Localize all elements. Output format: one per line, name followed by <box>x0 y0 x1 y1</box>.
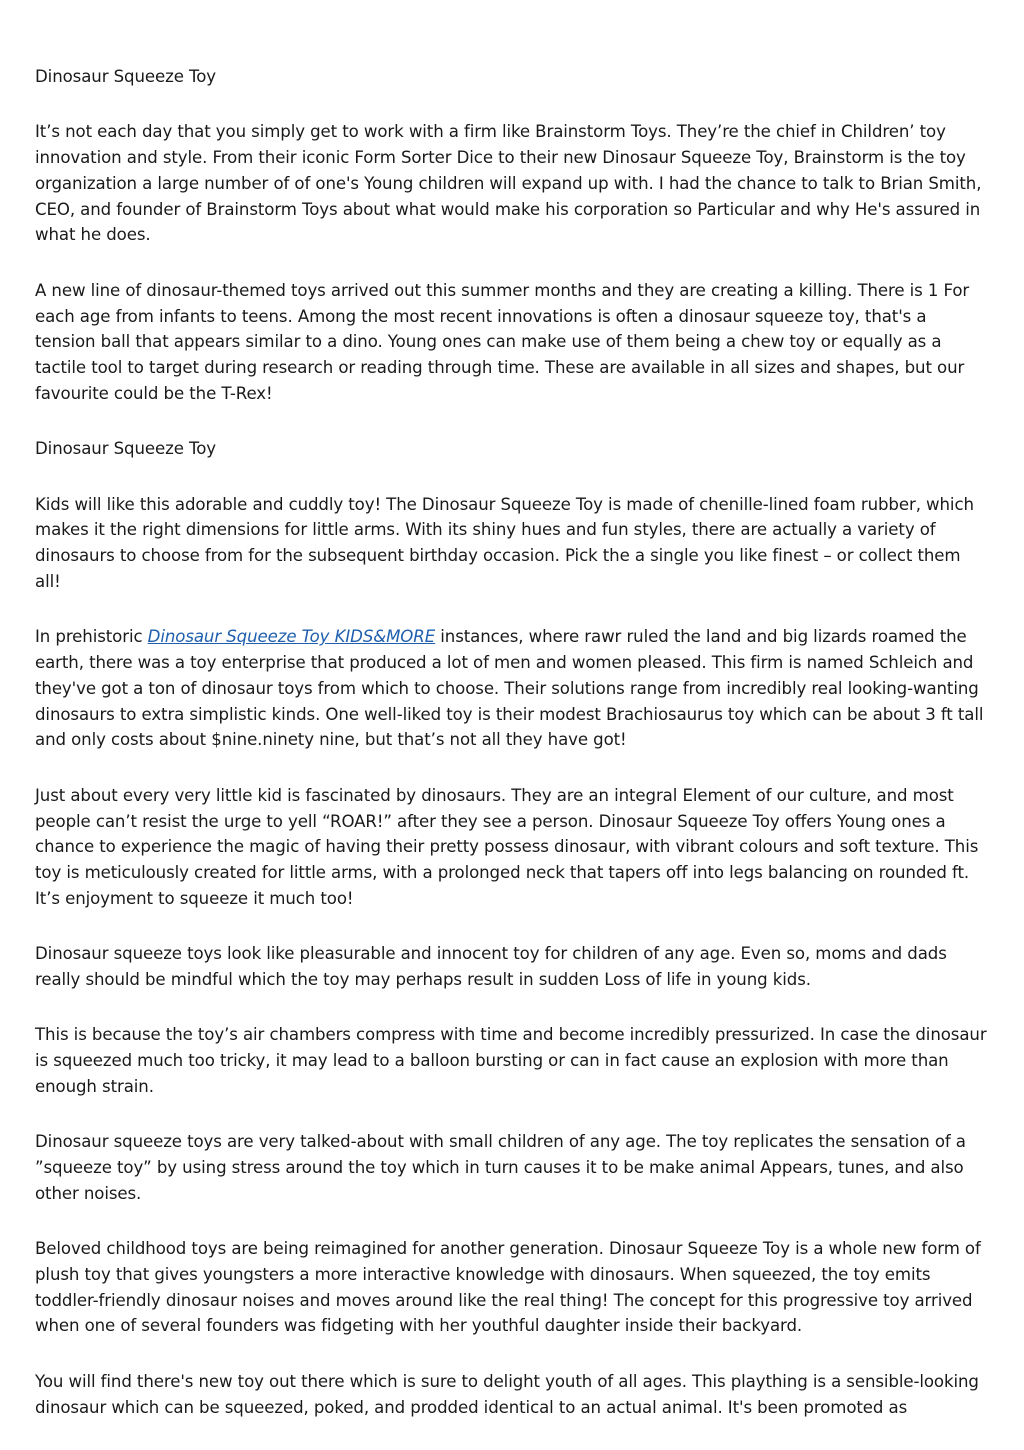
heading-dinosaur-squeeze-toy-2: Dinosaur Squeeze Toy <box>35 439 216 459</box>
document-body <box>35 64 990 1450</box>
paragraph-fascinated-by-dinosaurs: Just about every very little kid is fascinated by dinosaurs. They are an integral Element of our culture, and most people can’t resist the urge to yell “ROAR!” after they see a person. Dinosaur Squeeze Toy offers Young ones a chance to experience the magic of having their pretty possess dinosaur, with vibrant colours and soft texture. This toy is meticulously created for little arms, with a prolonged neck that tapers off into legs balancing on rounded ft. It’s enjoyment to squeeze it much too! <box>35 785 979 908</box>
paragraph-reimagined: Beloved childhood toys are being reimagined for another generation. Dinosaur Squeeze Toy is a whole new form of plush toy that gives youngsters a more interactive knowledge with dinosaurs. When squeezed, the toy emits toddler-friendly dinosaur noises and moves around like the real thing! The concept for this progressive toy arrived when one of several founders was fidgeting with her youthful daughter inside their backyard. <box>35 1239 981 1336</box>
paragraph-air-chambers: This is because the toy’s air chambers compress with time and become incredibly pressurized. In case the dinosaur is squeezed much too tricky, it may lead to a balloon bursting or can in fact cause an explosion with more than enough strain. <box>35 1025 987 1096</box>
paragraph-brainstorm-toys: It’s not each day that you simply get to work with a firm like Brainstorm Toys. They’re the chief in Children’ toy innovation and style. From their iconic Form Sorter Dice to their new Dinosaur Squeeze Toy, Brainstorm is the toy organization a large number of of one's Young children will expand up with. I had the chance to talk to Brian Smith, CEO, and founder of Brainstorm Toys about what would make his corporation so Particular and why He's assured in what he does. <box>35 122 982 245</box>
paragraph-new-toy-out-there: You will find there's new toy out there which is sure to delight youth of all ages. This plaything is a sensible-looking dinosaur which can be squeezed, poked, and prodded identical to an actual animal. It's been promoted as <box>35 1371 979 1417</box>
paragraph-text-after-link: instances, where rawr ruled the land and big lizards roamed the earth, there was a toy enterprise that produced a lot of men and women pleased. This firm is named Schleich and they've got a ton of dinosaur toys from which to choose. Their solutions range from incredibly real looking-wanting dinosaurs to extra simplistic kinds. One well-liked toy is their modest Brachiosaurus toy which can be about 3 ft tall and only costs about $nine.ninety nine, but that’s not all they have got! <box>35 627 984 750</box>
paragraph-prehistoric-instances <box>35 624 990 753</box>
paragraph-new-line-of-toys: A new line of dinosaur-themed toys arrived out this summer months and they are creating a killing. There is 1 For each age from infants to teens. Among the most recent innovations is often a dinosaur squeeze toy, that's a tension ball that appears similar to a dino. Young ones can make use of them being a chew toy or equally as a tactile tool to target during research or reading through time. These are available in all sizes and shapes, but our favourite could be the T-Rex! <box>35 280 970 403</box>
paragraph-adorable-cuddly-toy: Kids will like this adorable and cuddly toy! The Dinosaur Squeeze Toy is made of chenille-lined foam rubber, which makes it the right dimensions for little arms. With its shiny hues and fun styles, there are actually a variety of dinosaurs to choose from for the subsequent birthday occasion. Pick the a single you like finest – or collect them all! <box>35 494 974 591</box>
paragraph-text-before-link: In prehistoric <box>35 627 148 647</box>
heading-dinosaur-squeeze-toy: Dinosaur Squeeze Toy <box>35 67 216 86</box>
paragraph-pleasurable-innocent-toy: Dinosaur squeeze toys look like pleasurable and innocent toy for children of any age. Even so, moms and dads really should be mindful which the toy may perhaps result in sudden Loss of life in young kids. <box>35 944 947 990</box>
dinosaur-squeeze-toy-link[interactable]: Dinosaur Squeeze Toy KIDS&MORE <box>147 627 436 647</box>
paragraph-talked-about: Dinosaur squeeze toys are very talked-about with small children of any age. The toy replicates the sensation of a ”squeeze toy” by using stress around the toy which in turn causes it to be make animal Appears, tunes, and also other noises. <box>35 1132 966 1203</box>
